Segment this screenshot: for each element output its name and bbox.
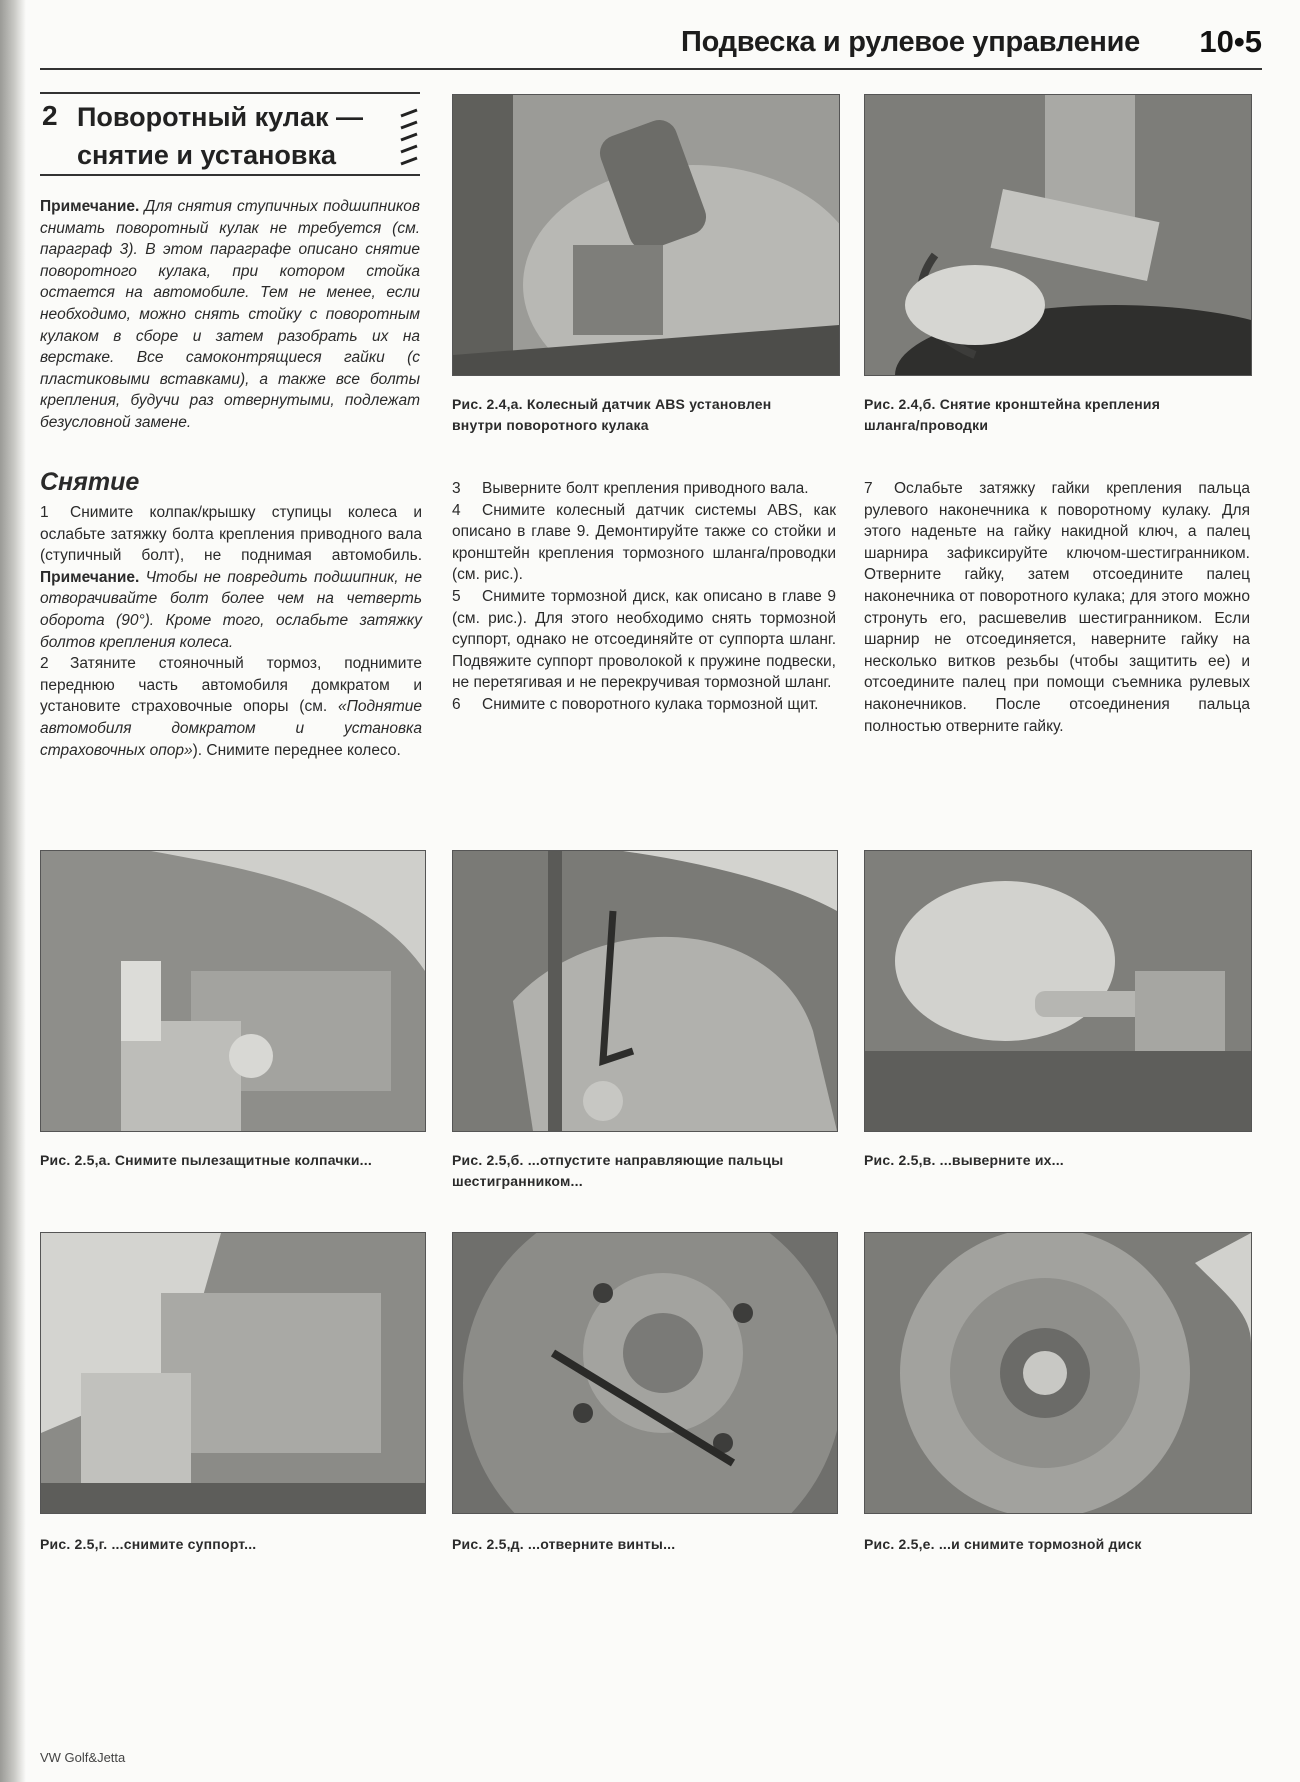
step-3 [452,478,836,500]
caption-line: Рис. 2.4,а. Колесный датчик ABS установлен [452,396,772,412]
step-text: Снимите колпак/крышку ступицы колеса и ослабьте затяжку болта крепления приводного вала (ступичный болт), не поднимая автомобиль. [40,504,422,565]
step-text: Снимите колесный датчик системы ABS, как описано в главе 9. Демонтируйте также со стойки и кронштейн крепления тормозного шланга/проводки (см. рис.). [452,501,836,584]
chapter-title: Подвеска и рулевое управление [681,26,1140,58]
step-number: 1 [40,504,49,521]
step-number: 4 [452,501,461,519]
step-number: 3 [452,480,461,497]
section-number: 2 [42,100,58,131]
step-7 [864,478,1250,737]
removal-heading: Снятие [40,468,140,496]
caption-line: шланга/проводки [864,417,989,433]
note-label: Примечание. [40,198,140,215]
step-number: 5 [452,587,461,605]
section-note [40,196,420,434]
step-text: Снимите тормозной диск, как описано в главе 9 (см. рис.). Для этого необходимо снять тормозной суппорт, однако не отсоединяйте от суппорта шланг. Подвяжите суппорт проволокой к пружине подвески, не перетягивая и не перекручивая тормозной шланг. [452,587,836,692]
caption-fig-2-5a [40,1150,424,1171]
step-text: Снимите с поворотного кулака тормозной щит. [482,695,819,713]
step-6 [452,694,836,716]
photo-fig-2-4a [452,94,840,376]
photo-fig-2-4b [864,94,1252,376]
step-2 [40,653,422,761]
step-number: 6 [452,695,461,713]
step-reference: «Поднятие автомобиля домкратом и установка страховочных опор» [40,698,423,759]
section-title-line2: снятие и установка [77,140,337,170]
step-text-after: ). Снимите переднее колесо. [192,741,401,759]
caption-line: Рис. 2.5,д. ...отверните винты... [452,1536,676,1552]
photo-fig-2-5e [864,1232,1252,1514]
step-5 [452,586,836,694]
photo-fig-2-5g [40,1232,426,1514]
step-text: Затяните стояночный тормоз, поднимите переднюю часть автомобиля домкратом и установите страховочные опоры (см. [40,655,422,716]
caption-fig-2-5v [864,1150,1250,1171]
photo-fig-2-5d [452,1232,838,1514]
photo-fig-2-5v [864,850,1252,1132]
text-column-3 [864,478,1250,737]
wrench-difficulty-icon [398,108,420,168]
step-number: 2 [40,655,49,673]
caption-line: Рис. 2.5,г. ...снимите суппорт... [40,1536,257,1552]
caption-fig-2-5g [40,1534,424,1555]
section-bottom-rule [40,174,420,176]
caption-fig-2-4a [452,394,838,436]
step-note-text: Чтобы не повредить подшипник, не отворачивайте болт более чем на четверть оборота (90°). Кроме того, ослабьте затяжку болтов крепления колеса. [40,568,423,651]
caption-line: Рис. 2.4,б. Снятие кронштейна крепления [864,396,1161,412]
caption-fig-2-4b [864,394,1250,436]
footer-book-title: VW Golf&Jetta [40,1750,126,1765]
section-title-line1: Поворотный кулак — [77,102,363,132]
photo-fig-2-5b [452,850,838,1132]
step-4 [452,500,836,586]
step-text: Ослабьте затяжку гайки крепления пальца рулевого наконечника к поворотному кулаку. Для этого наденьте на гайку накидной ключ, а палец шарнира зафиксируйте ключом-шестигранником. Отверните гайку, затем отсоедините палец наконечника от поворотного кулака; для этого можно стронуть его, расшевелив шестигранником. Если шарнир не отсоединяется, наверните гайку на несколько витков резьбы (чтобы защитить ее) и отсоедините палец при помощи съемника рулевых наконечников. После отсоединения пальца полностью отверните гайку. [864,480,1250,735]
caption-line: Рис. 2.5,е. ...и снимите тормозной диск [864,1536,1142,1552]
text-column-2 [452,478,836,716]
header-rule [40,68,1262,70]
note-text: Для снятия ступичных подшипников снимать поворотный кулак не требуется (см. параграф 3). В этом параграфе описано снятие поворотного кулака, при котором стойка остается на автомобиле. Тем не менее, если необходимо, можно снять стойку с поворотным кулаком в сборе и затем разобрать их на верстаке. Все самоконтрящиеся гайки (с пластиковыми вставками), а также все болты крепления, будучи раз отвернутыми, подлежат безусловной замене. [40,198,420,431]
caption-line: Рис. 2.5,а. Снимите пылезащитные колпачки... [40,1152,372,1168]
caption-line: шестигранником... [452,1173,583,1189]
photo-fig-2-5a [40,850,426,1132]
section-top-rule [40,92,420,94]
page-number: 10•5 [1199,24,1262,59]
caption-fig-2-5d [452,1534,836,1555]
step-note-label: Примечание. [40,568,140,586]
caption-line: Рис. 2.5,в. ...выверните их... [864,1152,1064,1168]
caption-fig-2-5b [452,1150,836,1192]
text-column-1 [40,502,422,761]
step-number: 7 [864,480,873,497]
page-binding-shadow [0,0,26,1782]
section-title [77,98,377,174]
step-text: Выверните болт крепления приводного вала. [482,480,809,497]
caption-line: внутри поворотного кулака [452,417,649,433]
step-1 [40,502,422,653]
caption-line: Рис. 2.5,б. ...отпустите направляющие пальцы [452,1152,784,1168]
caption-fig-2-5e [864,1534,1250,1555]
